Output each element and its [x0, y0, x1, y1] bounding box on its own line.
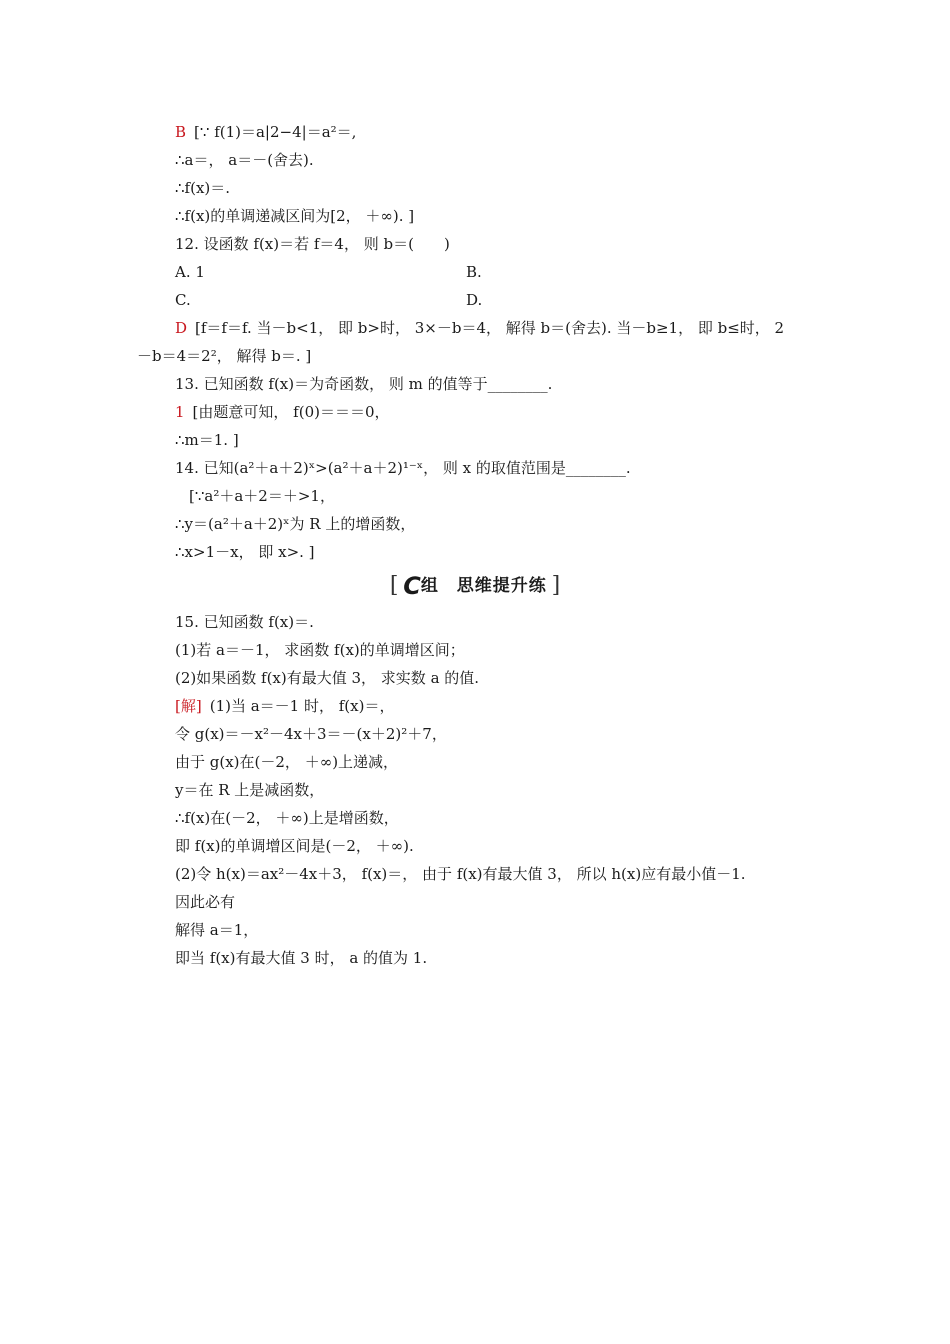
bracket-left-icon: [ — [389, 573, 399, 598]
answer-14-line-2: ∴y＝(a²＋a＋2)ˣ为 R 上的增函数， — [175, 515, 416, 533]
solution-15-line-6: 即 f(x)的单调增区间是(－2， ＋∞). — [175, 837, 414, 855]
answer-14-line-1: [∵a²＋a＋2＝＋>1， — [189, 487, 335, 505]
solution-15-line-2: 令 g(x)＝－x²－4x＋3＝－(x＋2)²＋7， — [175, 725, 447, 743]
solution-15-line-9: 解得 a＝1， — [175, 921, 259, 939]
answer-13-line-1: 1 [由题意可知， f(0)＝＝＝0， — [175, 403, 390, 421]
solution-tag: [解] — [175, 697, 202, 715]
question-12-options-row-2 — [175, 290, 483, 310]
answer-11-line-4: ∴f(x)的单调递减区间为[2， ＋∞). ] — [175, 207, 415, 225]
solution-15-line-7: (2)令 h(x)＝ax²－4x＋3， f(x)＝， 由于 f(x)有最大值 3， 所以 h(x)应有最小值－1. — [175, 865, 746, 883]
banner-title: 组 思维提升练 — [420, 576, 547, 596]
answer-tag: 1 — [175, 403, 185, 421]
option-a: A. 1 — [175, 263, 205, 281]
solution-15-line-5: ∴f(x)在(－2， ＋∞)上是增函数， — [175, 809, 399, 827]
banner-letter: C — [403, 572, 421, 600]
question-15-part-1: (1)若 a＝－1， 求函数 f(x)的单调增区间； — [175, 641, 465, 659]
answer-11-line-1: B [∵ f(1)＝a|2−4|＝a²＝, — [175, 123, 357, 141]
bracket-right-icon: ] — [551, 573, 561, 598]
answer-14-line-3: ∴x>1－x， 即 x>. ] — [175, 543, 315, 561]
solution-15-line-1: [解] (1)当 a＝－1 时， f(x)＝， — [175, 697, 395, 715]
solution-15-line-10: 即当 f(x)有最大值 3 时， a 的值为 1. — [175, 949, 428, 967]
question-15: 15. 已知函数 f(x)＝. — [175, 613, 314, 631]
question-12-options-row-1 — [175, 262, 482, 282]
answer-11-line-3: ∴f(x)＝. — [175, 179, 231, 197]
answer-11-line-2: ∴a＝， a＝－(舍去). — [175, 151, 314, 169]
solution-15-line-3: 由于 g(x)在(－2， ＋∞)上递减， — [175, 753, 399, 771]
answer-tag: B — [175, 123, 187, 141]
question-12: 12. 设函数 f(x)＝若 f＝4， 则 b＝( ) — [175, 235, 450, 253]
option-d: D. — [466, 291, 483, 309]
answer-12-line-1: D [f＝f＝f. 当－b<1， 即 b>时， 3×－b＝4， 解得 b＝(舍去). 当－b≥1， 即 b≤时， 2 — [175, 319, 785, 337]
solution-15-line-4: y＝在 R 上是减函数， — [175, 781, 325, 799]
question-15-part-2: (2)如果函数 f(x)有最大值 3， 求实数 a 的值. — [175, 669, 480, 687]
answer-tag: D — [175, 319, 188, 337]
option-c: C. — [175, 291, 191, 309]
answer-12-line-2: －b＝4＝2²， 解得 b＝. ] — [137, 347, 312, 365]
question-14: 14. 已知(a²＋a＋2)ˣ>(a²＋a＋2)¹⁻ˣ， 则 x 的取值范围是________. — [175, 459, 631, 477]
section-banner-c — [0, 572, 950, 600]
answer-13-line-2: ∴m＝1. ] — [175, 431, 239, 449]
question-13: 13. 已知函数 f(x)＝为奇函数， 则 m 的值等于________. — [175, 375, 553, 393]
solution-15-line-8: 因此必有 — [175, 893, 236, 911]
option-b: B. — [466, 263, 482, 281]
